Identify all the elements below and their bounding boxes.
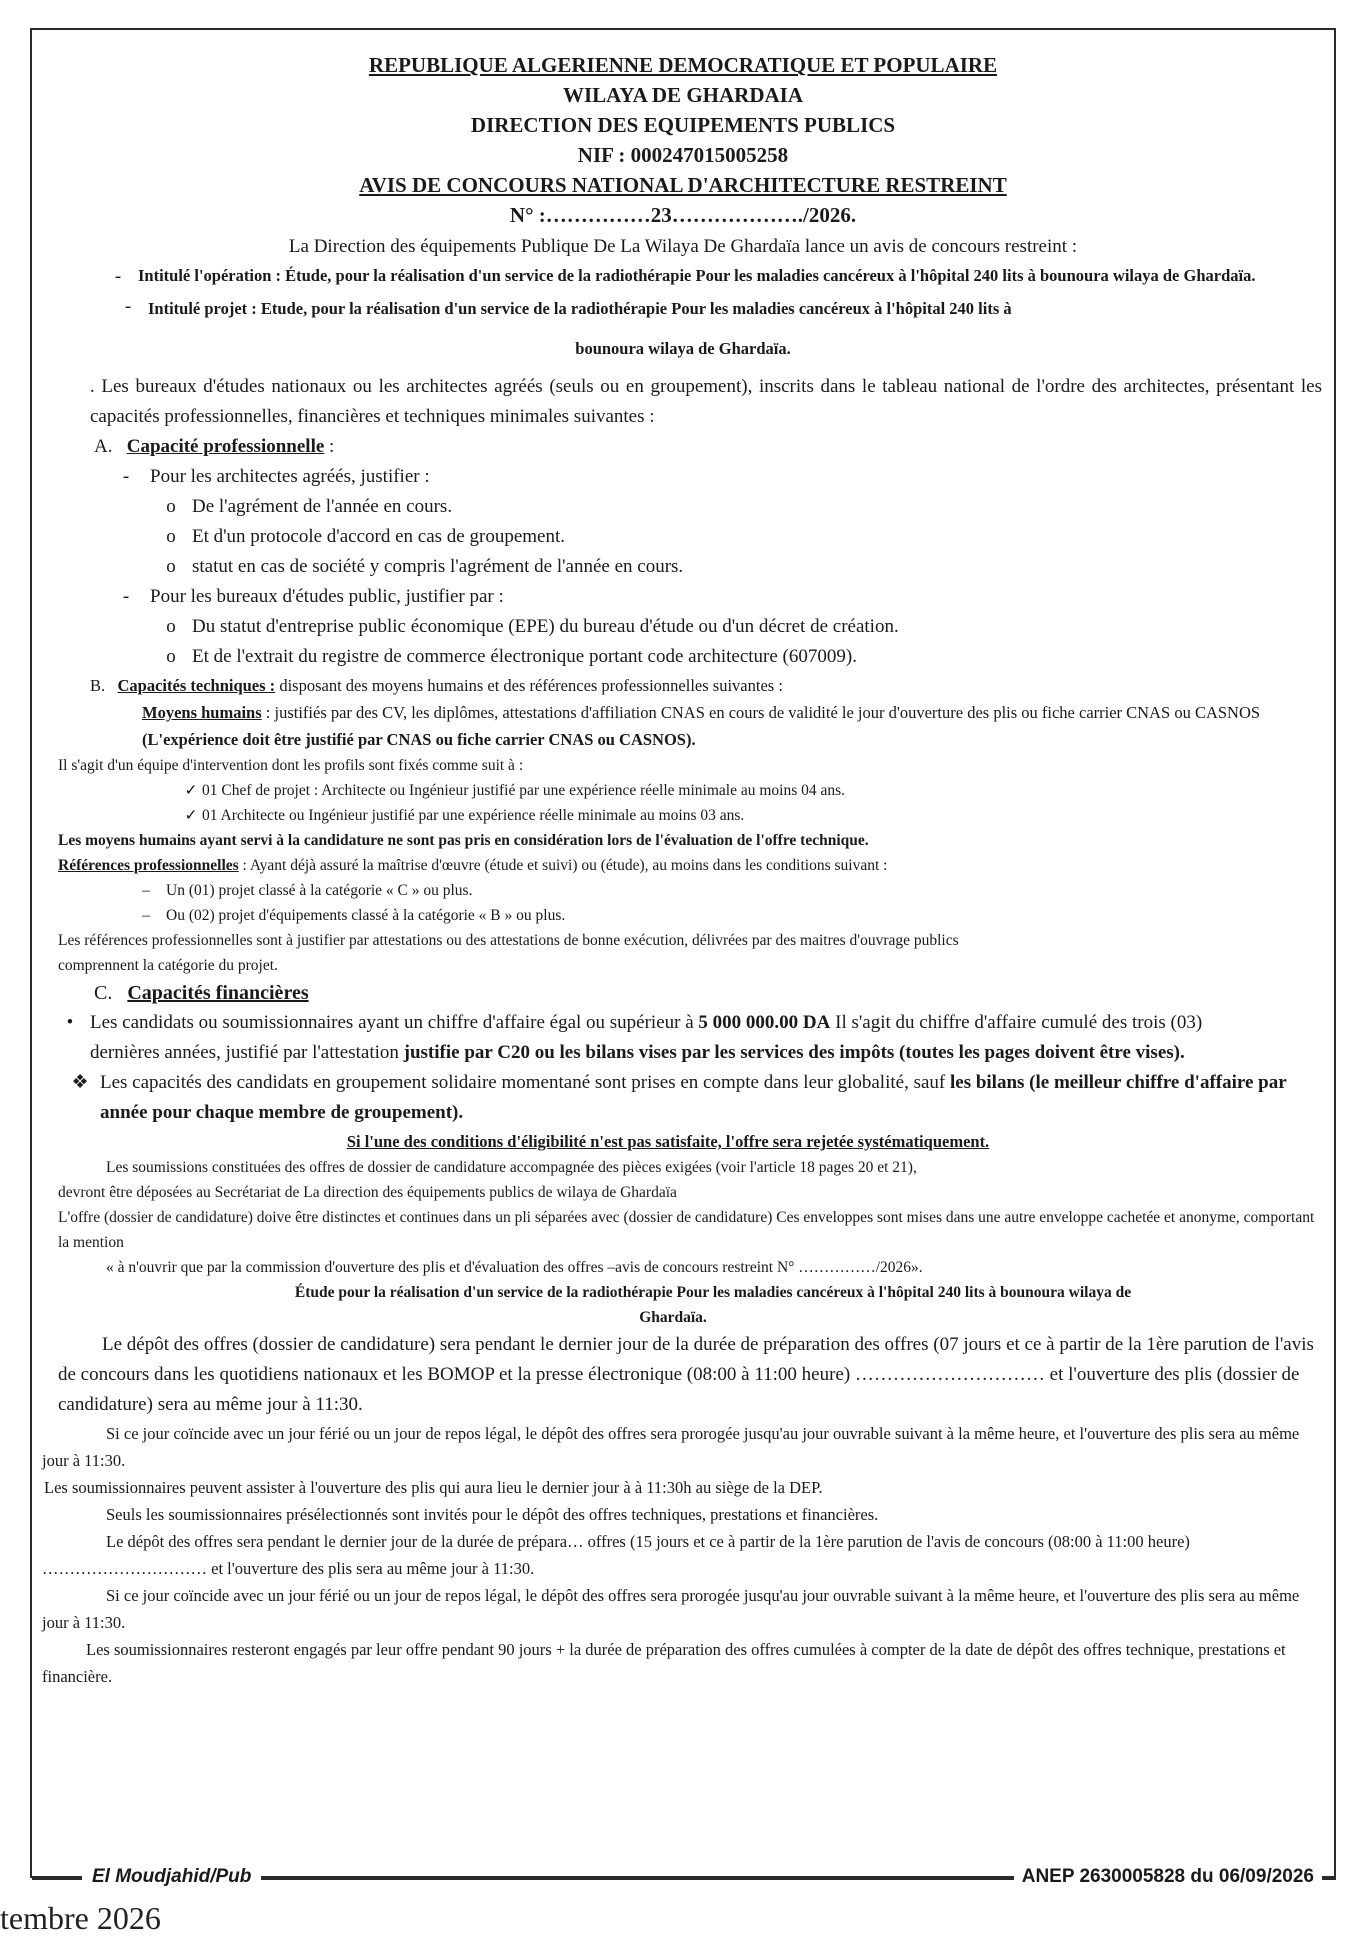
ferie-paragraph: Si ce jour coïncide avec un jour férié ou un jour de repos légal, le dépôt des offres sera prorogée jusqu'au jour ouvrable suivant à la même heure, et l'ouverture des plis sera au même jour à 11:30.: [42, 1424, 1300, 1470]
bureaux-item: - Pour les bureaux d'études public, justifier par :: [122, 586, 504, 607]
section-a-title: Capacité professionnelle: [126, 436, 325, 457]
moyens-note: Les moyens humains ayant servi à la candidature ne sont pas pris en considération lors de l'évaluation de l'offre technique.: [58, 832, 869, 849]
notice-number: N° :……………23………………./2026.: [509, 203, 857, 227]
moyens-humains: Moyens humains : justifiés par des CV, les diplômes, attestations d'affiliation CNAS en cours de validité le jour d'ouverture des plis ou fiche carrier CNAS ou CASNOS (L'expérience doit être justifié par CNAS ou fiche carrier CNAS ou CASNOS).: [142, 703, 1261, 749]
ferie2-paragraph: Si ce jour coïncide avec un jour férié ou un jour de repos légal, le dépôt des offres sera prorogée jusqu'au jour ouvrable suivant à la même heure, et l'ouverture des plis sera au même jour à 11:30.: [42, 1586, 1300, 1632]
operation-item: - Intitulé l'opération : Étude, pour la réalisation d'un service de la radiothérapie Pour les maladies cancéreux à l'hôpital 240 lits à bounoura wilaya de Ghardaïa.: [98, 262, 1322, 292]
list-item: o Et d'un protocole d'accord en cas de groupement.: [166, 526, 565, 547]
references-text: Références professionnelles : Ayant déjà assuré la maîtrise d'œuvre (étude et suivi) ou (étude), au moins dans les conditions suivant :: [58, 857, 888, 874]
project-item: - Intitulé projet : Etude, pour la réalisation d'un service de la radiothérapie Pour les maladies cancéreux à l'hôpital 240 lits à: [108, 292, 1322, 326]
list-item: o Du statut d'entreprise public économique (EPE) du bureau d'étude ou d'un décret de création.: [166, 616, 899, 637]
section-c-heading: C. Capacités financières: [94, 982, 309, 1004]
depot2-paragraph: Le dépôt des offres sera pendant le dernier jour de la durée de prépara… offres (15 jours et ce à partir de la 1ère parution de l'avis de concours (08:00 à 11:00 heure) ………………………… et l'ouverture des plis sera au même jour à 11:30.: [42, 1532, 1190, 1578]
reference-item: – Un (01) projet classé à la catégorie « C » ou plus.: [142, 882, 473, 899]
profile-item: ✓ 01 Chef de projet : Architecte ou Ingénieur justifié par une expérience réelle minimale au moins 04 ans.: [184, 782, 846, 799]
footer-anep-reference: ANEP 2630005828 du 06/09/2026: [1014, 1866, 1322, 1888]
groupement-item: ❖ Les capacités des candidats en groupement solidaire momentané sont prises en compte dans leur globalité, sauf les bilans (le meilleur chiffre d'affaire par année pour chaque membre de groupement).: [71, 1072, 1287, 1123]
wilaya-title: WILAYA DE GHARDAIA: [562, 83, 803, 107]
etude-title: Étude pour la réalisation d'un service de la radiothérapie Pour les maladies cancéreux à l'hôpital 240 lits à bounoura wilaya de: [294, 1284, 1132, 1301]
list-item: o statut en cas de société y compris l'agrément de l'année en cours.: [166, 556, 684, 577]
direction-title: DIRECTION DES EQUIPEMENTS PUBLICS: [470, 113, 896, 137]
reference-item: – Ou (02) projet d'équipements classé à la catégorie « B » ou plus.: [142, 907, 566, 924]
soumission-line: devront être déposées au Secrétariat de La direction des équipements publics de wilaya de Ghardaïa: [58, 1184, 677, 1201]
section-b-title: Capacités techniques :: [117, 676, 276, 695]
architectes-item: - Pour les architectes agréés, justifier :: [122, 466, 430, 487]
republic-title: REPUBLIQUE ALGERIENNE DEMOCRATIQUE ET POPULAIRE: [368, 53, 998, 77]
section-c-title: Capacités financières: [127, 982, 309, 1004]
financial-item: • Les candidats ou soumissionnaires ayant un chiffre d'affaire égal ou supérieur à 5 000 000.00 DA Il s'agit du chiffre d'affaire cumulé des trois (03) dernières années, justifié par l'attestation justifie par C20 ou les bilans vises par les services des impôts (toutes les pages doivent être vises).: [66, 1012, 1203, 1063]
section-a-heading: A. Capacité professionnelle :: [94, 436, 335, 457]
document-body: [30, 50, 1336, 1690]
preselection-text: Seuls les soumissionnaires présélectionnés sont invités pour le dépôt des offres techniques, prestations et financières.: [106, 1505, 879, 1524]
intro-text: La Direction des équipements Publique De La Wilaya De Ghardaïa lance un avis de concours restreint :: [288, 236, 1078, 257]
soumission-line: Les soumissions constituées des offres de dossier de candidature accompagnée des pièces exigées (voir l'article 18 pages 20 et 21),: [106, 1159, 917, 1176]
depot-paragraph: Le dépôt des offres (dossier de candidature) sera pendant le dernier jour de la durée de préparation des offres (07 jours et ce à partir de la 1ère parution de l'avis de concours dans les quotidiens nationaux et les BOMOP et la presse électronique (08:00 à 11:00 heure) ………………………… et l'ouverture des plis (dossier de candidature) sera au même jour à 11:30.: [58, 1334, 1314, 1415]
soumission-line: « à n'ouvrir que par la commission d'ouverture des plis et d'évaluation des offres –avis de concours restreint N° ……………/2026».: [106, 1259, 923, 1276]
engagement-paragraph: Les soumissionnaires resteront engagés par leur offre pendant 90 jours + la durée de préparation des offres cumulées à compter de la date de dépôt des offres technique, prestations et financière.: [42, 1640, 1286, 1686]
project-text-cont: bounoura wilaya de Ghardaïa.: [575, 339, 791, 358]
rejection-notice: Si l'une des conditions d'éligibilité n'est pas satisfaite, l'offre sera rejetée systématiquement.: [346, 1132, 990, 1151]
notice-title: AVIS DE CONCOURS NATIONAL D'ARCHITECTURE RESTREINT: [359, 173, 1007, 197]
list-item: o De l'agrément de l'année en cours.: [166, 496, 453, 517]
operation-text: Intitulé l'opération : Étude, pour la réalisation d'un service de la radiothérapie Pour les maladies cancéreux à l'hôpital 240 lits à bounoura wilaya de Ghardaïa.: [138, 266, 1256, 285]
profile-item: ✓ 01 Architecte ou Ingénieur justifié par une expérience réelle minimale au moins 03 ans.: [184, 807, 745, 824]
list-item: o Et de l'extrait du registre de commerce électronique portant code architecture (607009).: [166, 646, 857, 667]
etude-title-cont: Ghardaïa.: [639, 1309, 707, 1326]
equipe-text: Il s'agit d'un équipe d'intervention dont les profils sont fixés comme suit à :: [58, 757, 524, 774]
eligibility-text: . Les bureaux d'études nationaux ou les architectes agréés (seuls ou en groupement), inscrits dans le tableau national de l'ordre des architectes, présentant les capacités professionnelles, financières et techniques minimales suivantes :: [90, 376, 1322, 427]
project-text: Intitulé projet : Etude, pour la réalisation d'un service de la radiothérapie Pour les maladies cancéreux à l'hôpital 240 lits à: [148, 299, 1012, 318]
references-note: Les références professionnelles sont à justifier par attestations ou des attestations de bonne exécution, délivrées par des maitres d'ouvrage publics comprennent la catégorie du projet.: [58, 932, 959, 974]
soumission-line: L'offre (dossier de candidature) doive être distinctes et continues dans un pli séparées avec (dossier de candidature) Ces enveloppes sont mises dans une autre enveloppe cachetée et anonyme, comportant la mention: [58, 1209, 1315, 1251]
cropped-date-text: tembre 2026: [0, 1900, 161, 1936]
section-b-heading: B. Capacités techniques : disposant des moyens humains et des références professionnelles suivantes :: [90, 676, 783, 695]
nif-number: NIF : 000247015005258: [577, 143, 789, 167]
footer-publisher: El Moudjahid/Pub: [82, 1866, 261, 1888]
footer: [32, 1866, 1336, 1890]
assister-text: Les soumissionnaires peuvent assister à l'ouverture des plis qui aura lieu le dernier jour à à 11:30h au siège de la DEP.: [44, 1478, 823, 1497]
